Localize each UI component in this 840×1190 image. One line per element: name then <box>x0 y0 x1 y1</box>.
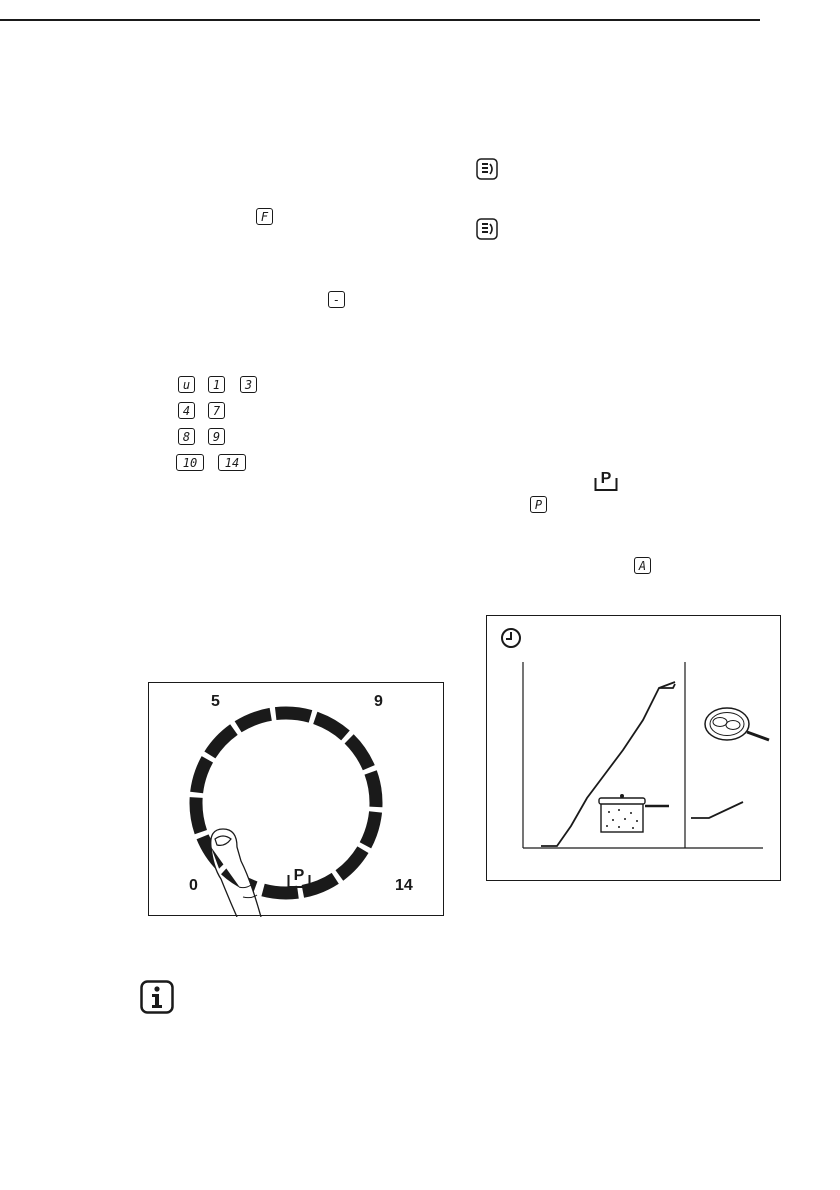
dial-label-0: 0 <box>189 877 198 894</box>
power-level-indicator: u <box>178 376 195 393</box>
dial-booster-label: P <box>293 867 305 884</box>
dial-label-5: 5 <box>211 693 220 710</box>
power-level-indicator: 8 <box>178 428 195 445</box>
dial-label-14: 14 <box>395 877 413 894</box>
dial-booster-icon <box>287 867 311 889</box>
power-level-indicator: 4 <box>178 402 195 419</box>
heat-setting-icon <box>476 218 498 240</box>
function-f-indicator: F <box>256 208 273 225</box>
pot-icon <box>599 794 669 832</box>
heating-graph-panel <box>486 615 781 881</box>
power-level-indicator: 1 <box>208 376 225 393</box>
booster-p-indicator: P <box>530 496 547 513</box>
dial-panel <box>148 682 444 916</box>
heat-setting-icon <box>476 158 498 180</box>
power-level-indicator: 7 <box>208 402 225 419</box>
power-level-indicator: 3 <box>240 376 257 393</box>
timer-clock-icon <box>502 629 520 647</box>
power-level-indicator: 9 <box>208 428 225 445</box>
info-icon <box>140 980 174 1014</box>
dial-label-9: 9 <box>374 693 383 710</box>
header-rule <box>0 19 760 21</box>
booster-label: P <box>600 470 612 487</box>
pointing-finger-icon <box>199 823 299 917</box>
power-level-indicator: 10 <box>176 454 204 471</box>
heating-graph <box>487 616 782 882</box>
minus-indicator: - <box>328 291 345 308</box>
frying-pan-icon <box>705 708 769 740</box>
booster-icon <box>594 470 618 492</box>
auto-a-indicator: A <box>634 557 651 574</box>
power-level-indicator: 14 <box>218 454 246 471</box>
